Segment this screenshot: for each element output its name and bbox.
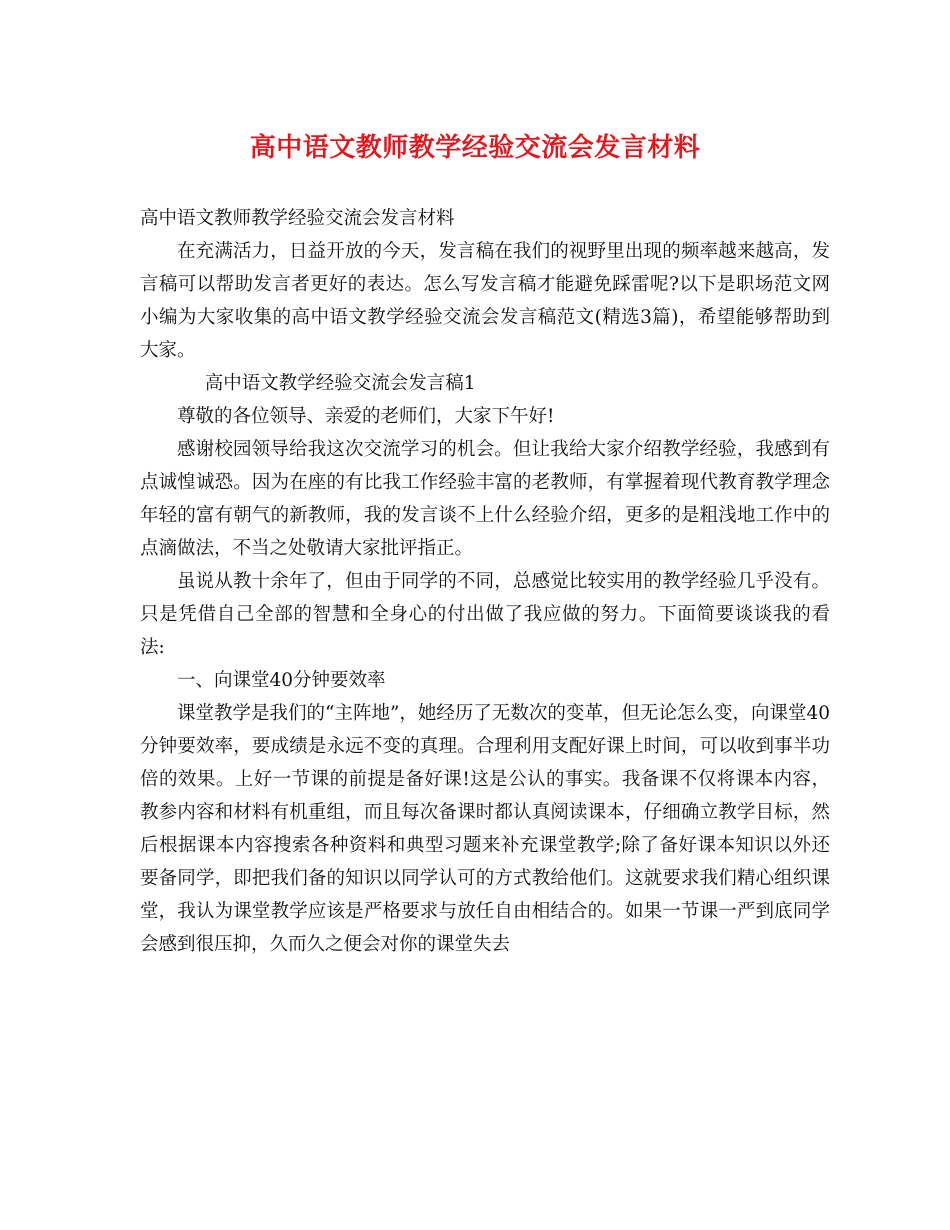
intro-paragraph: 在充满活力，日益开放的今天，发言稿在我们的视野里出现的频率越来越高，发言稿可以帮助发言者更好的表达。怎么写发言稿才能避免踩雷呢?以下是职场范文网小编为大家收集的高中语文教学经验交流会发言稿范文(精选3篇)，希望能够帮助到大家。 [140,241,830,361]
greeting-paragraph: 尊敬的各位领导、亲爱的老师们，大家下午好! [177,406,555,427]
subtitle-paragraph: 高中语文教师教学经验交流会发言材料 [140,208,455,229]
body-paragraph: 虽说从教十余年了，但由于同学的不同，总感觉比较实用的教学经验几乎没有。只是凭借自己全部的智慧和全身心的付出做了我应做的努力。下面简要谈谈我的看法: [140,571,830,658]
document-body [140,202,830,961]
body-paragraph: 课堂教学是我们的“主阵地”，她经历了无数次的变革，但无论怎么变，向课堂40分钟要效率，要成绩是永远不变的真理。合理利用支配好课上时间，可以收到事半功倍的效果。上好一节课的前提是备好课!这是公认的事实。我备课不仅将课本内容，教参内容和材料有机重组，而且每次备课时都认真阅读课本，仔细确立教学目标，然后根据课本内容搜索各种资料和典型习题来补充课堂教学;除了备好课本知识以外还要备同学，即把我们备的知识以同学认可的方式教给他们。这就要求我们精心组织课堂，我认为课堂教学应该是严格要求与放任自由相结合的。如果一节课一严到底同学会感到很压抑，久而久之便会对你的课堂失去 [140,703,830,955]
body-paragraph: 感谢校园领导给我这次交流学习的机会。但让我给大家介绍教学经验，我感到有点诚惶诚恐。因为在座的有比我工作经验丰富的老教师，有掌握着现代教育教学理念年轻的富有朝气的新教师，我的发言谈不上什么经验介绍，更多的是粗浅地工作中的点滴做法，不当之处敬请大家批评指正。 [140,439,830,559]
point-heading: 一、向课堂40分钟要效率 [177,670,386,691]
document-title: 高中语文教师教学经验交流会发言材料 [249,133,701,163]
section-heading: 高中语文教学经验交流会发言稿1 [204,373,476,394]
